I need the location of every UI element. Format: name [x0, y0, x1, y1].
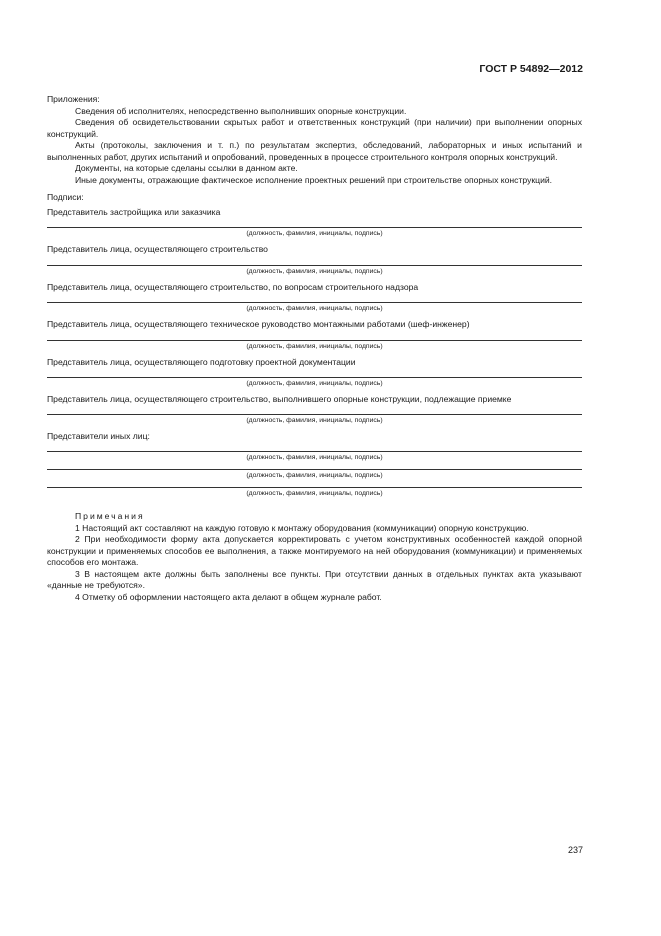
signature-caption: (должность, фамилия, инициалы, подпись) [246, 472, 383, 479]
signature-block-others [47, 431, 582, 499]
note-item: 3 В настоящем акте должны быть заполнены все пункты. При отсутствии данных в отдельных пунктах акта указывают «данные не требуются». [47, 568, 582, 590]
signature-line[interactable] [47, 377, 582, 378]
signature-label: Представитель лица, осуществляющего строительство, выполнившего опорные конструкции, подлежащие приемке [47, 394, 512, 404]
notes-title: Примечания [75, 511, 145, 521]
signature-label: Представитель лица, осуществляющего строительство, по вопросам строительного надзора [47, 281, 419, 292]
signature-caption: (должность, фамилия, инициалы, подпись) [246, 380, 383, 387]
note-item: 4 Отметку об оформлении настоящего акта делают в общем журнале работ. [75, 591, 382, 602]
signature-caption: (должность, фамилия, инициалы, подпись) [246, 267, 383, 275]
signature-block [47, 244, 582, 276]
signature-caption: (должность, фамилия, инициалы, подпись) [246, 490, 383, 497]
signature-caption: (должность, фамилия, инициалы, подпись) [246, 454, 383, 461]
note-item: 1 Настоящий акт составляют на каждую готовую к монтажу оборудования (коммуникации) опорную конструкцию. [75, 522, 529, 533]
signature-block [47, 319, 582, 351]
attachment-item: Сведения об освидетельствовании скрытых работ и ответственных конструкций (при наличии) при выполнении опорных конструкций. [47, 117, 582, 139]
signature-block [47, 282, 582, 314]
signature-label: Представитель застройщика или заказчика [47, 206, 221, 217]
signature-caption: (должность, фамилия, инициалы, подпись) [246, 342, 383, 350]
signature-caption: (должность, фамилия, инициалы, подпись) [246, 305, 383, 312]
attachment-item: Сведения об исполнителях, непосредственно выполнивших опорные конструкции. [75, 105, 407, 116]
signature-label: Представитель лица, осуществляющего строительство [47, 244, 268, 254]
attachments-title: Приложения: [47, 94, 100, 104]
signatures-title: Подписи: [47, 192, 84, 202]
document-body [47, 94, 582, 603]
signature-label: Представитель лица, осуществляющего подготовку проектной документации [47, 356, 356, 367]
attachment-item: Иные документы, отражающие фактическое исполнение проектных решений при строительстве опорных конструкций. [75, 174, 553, 185]
signature-caption: (должность, фамилия, инициалы, подпись) [246, 230, 383, 237]
signature-label: Представитель лица, осуществляющего техническое руководство монтажными работами (шеф-инженер) [47, 319, 470, 329]
signature-line[interactable] [47, 302, 582, 303]
signature-block [47, 357, 582, 389]
signature-block [47, 394, 582, 425]
signature-line[interactable] [47, 469, 582, 470]
note-item: 2 При необходимости форму акта допускается корректировать с учетом конструктивных особенностей каждой опорной конструкции и применяемых способов ее выполнения, а также монтируемого на ней оборудования (коммуникации) и применяемых способов его монтажа. [47, 534, 582, 567]
signature-line[interactable] [47, 451, 582, 452]
signature-caption: (должность, фамилия, инициалы, подпись) [246, 416, 383, 424]
signature-line[interactable] [47, 227, 582, 228]
page-number: 237 [567, 845, 583, 855]
signature-line[interactable] [47, 414, 582, 415]
others-label: Представители иных лиц: [47, 430, 150, 441]
signature-block [47, 207, 582, 239]
attachment-item: Акты (протоколы, заключения и т. п.) по результатам экспертиз, обследований, лабораторных и иных испытаний и выполненных работ, других испытаний и опробований, проведенных в процессе строительного контроля опорных конструкций. [47, 140, 582, 162]
attachment-item: Документы, на которые сделаны ссылки в данном акте. [75, 163, 298, 173]
signature-line[interactable] [47, 487, 582, 488]
signature-line[interactable] [47, 340, 582, 341]
document-code: ГОСТ Р 54892—2012 [479, 63, 583, 75]
signature-line[interactable] [47, 265, 582, 266]
